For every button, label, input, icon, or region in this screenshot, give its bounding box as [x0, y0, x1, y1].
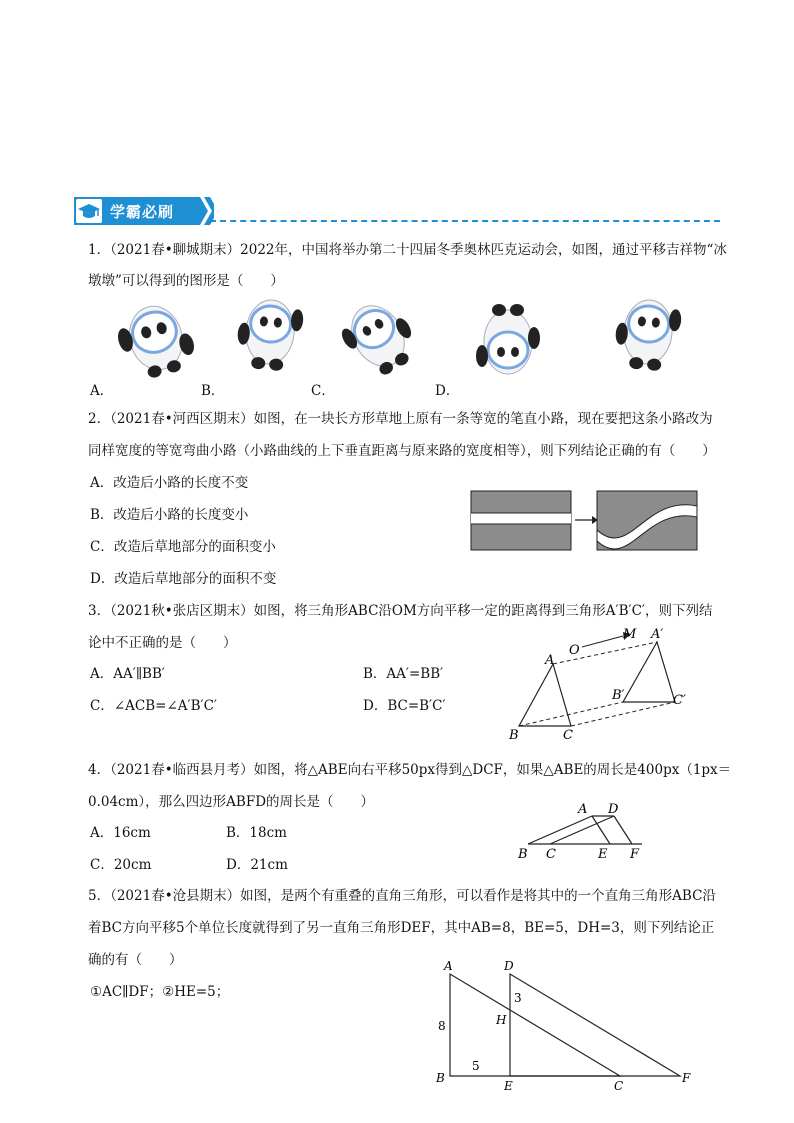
q4-label-D: D: [608, 802, 619, 817]
q1-text-line2: 墩墩”可以得到的图形是（ ）: [88, 273, 284, 289]
q5-text-line3: 确的有（ ）: [88, 952, 183, 968]
mascot-image-a: [112, 298, 200, 384]
section-title: 学霸必刷: [110, 203, 175, 221]
q5-label-A: A: [444, 959, 453, 973]
q3-label-A: A: [545, 653, 555, 668]
q1-option-a: A．: [90, 383, 114, 399]
q5-label-E: E: [504, 1079, 513, 1092]
graduation-cap-icon: [76, 199, 102, 223]
q4-option-a: A．16cm: [90, 825, 151, 841]
q4-label-A: A: [578, 802, 588, 817]
q5-label-H: H: [496, 1013, 507, 1027]
q5-right-triangles-diagram: [430, 956, 700, 1092]
q4-label-C: C: [546, 847, 556, 862]
q4-option-b: B．18cm: [226, 825, 287, 841]
q3-label-C1: C′: [673, 693, 686, 708]
q3-label-A1: A′: [651, 627, 664, 642]
q5-label-F: F: [682, 1071, 691, 1085]
q5-label-C: C: [614, 1079, 624, 1092]
q4-option-d: D．21cm: [226, 857, 288, 873]
q3-label-B1: B′: [612, 688, 625, 703]
q2-option-c: C．改造后草地部分的面积变小: [90, 539, 276, 555]
q5-label-B: B: [436, 1071, 445, 1085]
q4-label-B: B: [518, 847, 528, 862]
q5-text-line1: 5．（2021春•沧县期末）如图，是两个有重叠的直角三角形，可以看作是将其中的一个直角三角形ABC沿: [88, 888, 716, 904]
q3-option-a: A．AA′∥BB′: [90, 666, 165, 682]
mascot-image-d: [476, 304, 540, 374]
q1-option-c: C．: [311, 383, 335, 399]
q5-statements: ①AC∥DF；②HE=5；: [90, 984, 230, 1000]
q4-label-F: F: [630, 847, 640, 862]
mascot-image-original: [613, 297, 683, 372]
section-banner: [74, 197, 214, 225]
q1-option-d: D．: [435, 383, 460, 399]
q5-label-3: 3: [514, 991, 522, 1005]
q3-option-d: D．BC=B′C′: [363, 698, 446, 714]
q2-text-line2: 同样宽度的等宽弯曲小路（小路曲线的上下垂直距离与原来路的宽度相等），则下列结论正确的有（ ）: [88, 443, 716, 459]
q5-label-8: 8: [438, 1019, 446, 1033]
q2-option-a: A．改造后小路的长度不变: [90, 475, 249, 491]
q2-option-b: B．改造后小路的长度变小: [90, 507, 249, 523]
q3-text-line1: [88, 601, 713, 621]
q1-mascot-figures: [88, 292, 728, 402]
q2-option-d: D．改造后草地部分的面积不变: [90, 571, 277, 587]
q3-text: 3．（2021秋•张店区期末）如图，将三角形ABC沿OM方向平移一定的距离得到三角形A′B′C′，则下列结: [88, 603, 713, 619]
q4-text-line2: 0.04cm），那么四边形ABFD的周长是（ ）: [88, 794, 375, 810]
q3-translation-diagram: [505, 622, 705, 742]
dashed-divider: [210, 220, 720, 222]
q1-option-b: B．: [201, 383, 225, 399]
q4-text-line1: 4．（2021春•临西县月考）如图，将△ABE向右平移50px得到△DCF，如果△ABE的周长是400px（1px＝: [88, 762, 732, 778]
q5-text-line2: 着BC方向平移5个单位长度就得到了另一直角三角形DEF，其中AB=8，BE=5，DH=3，则下列结论正: [88, 920, 715, 936]
q3-option-b: B．AA′=BB′: [363, 666, 444, 682]
q2-text-line1: 2．（2021春•河西区期末）如图，在一块长方形草地上原有一条等宽的笔直小路，现在要把这条小路改为: [88, 411, 713, 427]
q3-label-M: M: [623, 627, 637, 642]
q3-label-B: B: [509, 728, 519, 742]
q3-label-O: O: [569, 643, 580, 658]
q5-label-5: 5: [472, 1059, 480, 1073]
q5-label-D: D: [504, 959, 514, 973]
mascot-image-c: [334, 292, 424, 385]
q4-triangle-diagram: [510, 800, 650, 862]
q3-text-line2: 论中不正确的是（ ）: [88, 635, 237, 651]
q3-option-c: C．∠ACB=∠A′B′C′: [90, 698, 217, 714]
q2-path-diagram: [470, 490, 700, 552]
mascot-image-b: [235, 297, 305, 372]
q4-label-E: E: [598, 847, 608, 862]
q3-label-C: C: [563, 728, 573, 742]
q1-text-line1: 1．（2021春•聊城期末）2022年，中国将举办第二十四届冬季奥林匹克运动会，如图，通过平移吉祥物“冰: [88, 242, 727, 258]
q4-option-c: C．20cm: [90, 857, 152, 873]
